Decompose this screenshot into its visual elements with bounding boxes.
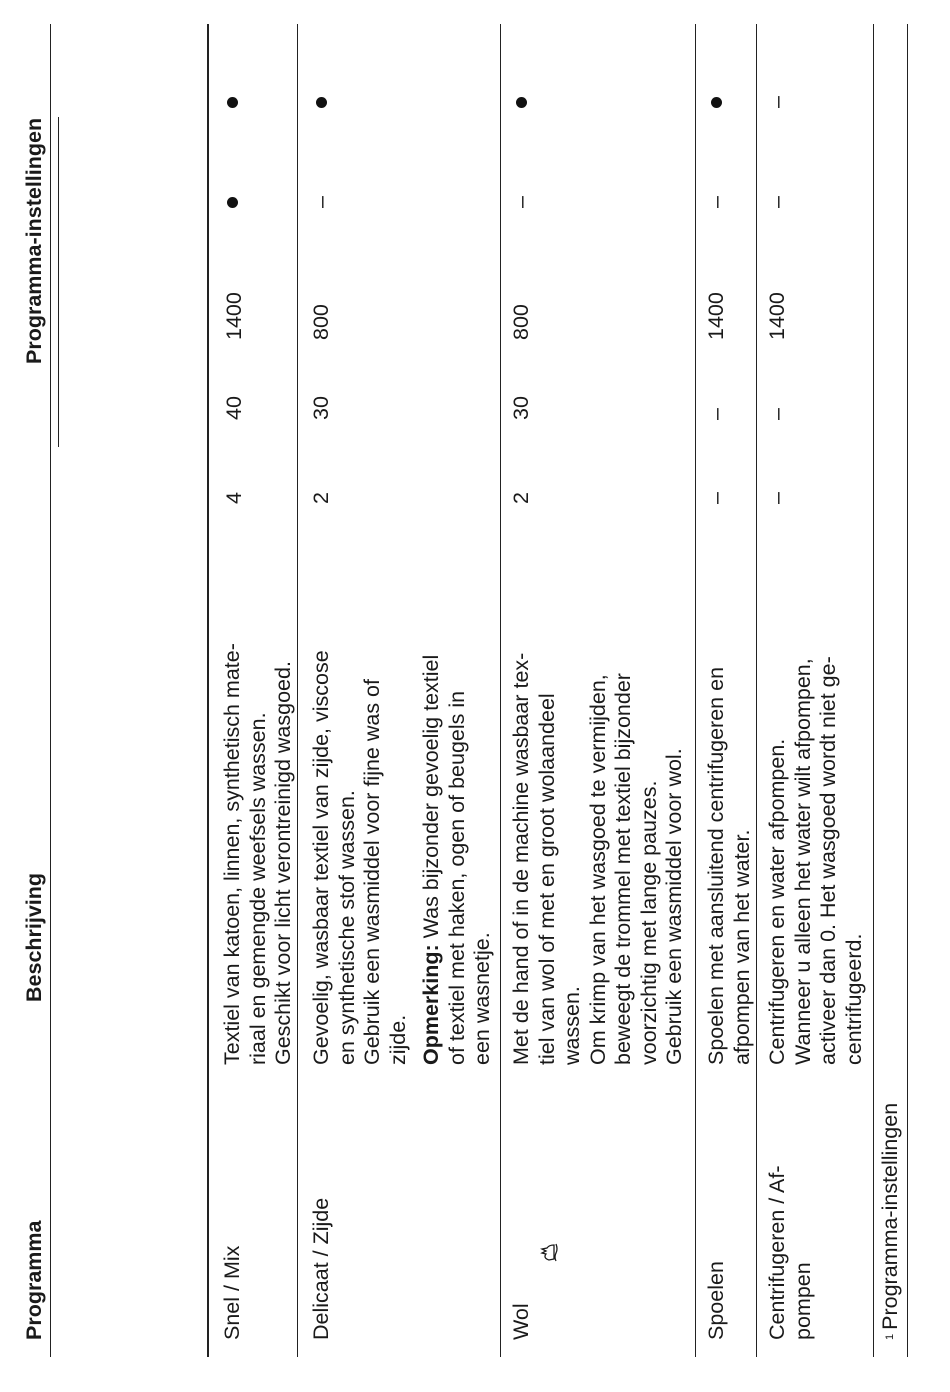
row-3-setting-2: 30 <box>509 396 533 420</box>
row-4-setting-5-dot <box>711 97 722 108</box>
row-1-programma: Snel / Mix <box>220 1245 244 1340</box>
note-label: Opmerking: <box>419 944 443 1065</box>
row-rule-4 <box>756 24 757 1357</box>
row-rule-1 <box>297 24 298 1357</box>
table-bottom-rule <box>873 24 874 1357</box>
row-4-desc-line: afpompen van het water. <box>729 829 754 1065</box>
row-1-desc-line: riaal en gemengde weefsels wassen. <box>245 712 270 1065</box>
row-3-desc-line: Om krimp van het wasgoed te vermijden, <box>585 674 610 1065</box>
row-2-note-line: een wasnetje. <box>470 932 494 1065</box>
row-3-desc-line: tiel van wol of met en groot wolaandeel <box>534 693 559 1065</box>
row-3-setting-1: 2 <box>509 492 533 504</box>
page-bottom-rule <box>907 24 908 1357</box>
row-5-desc-line: Centrifugeren en water afpompen. <box>765 738 789 1065</box>
row-2-desc-line: Gebruik een wasmiddel voor fijne was of <box>360 679 384 1065</box>
hand-wash-icon <box>513 1277 531 1297</box>
row-4-setting-1: – <box>704 492 728 504</box>
row-2-desc-line: en synthetische stof wassen. <box>334 790 359 1065</box>
settings-group-rule <box>58 117 59 447</box>
row-rule-2 <box>500 24 501 1357</box>
row-5-programma-line: pompen <box>790 1262 815 1340</box>
row-4-setting-2: – <box>704 408 728 420</box>
top-rule <box>50 24 51 1357</box>
row-2-setting-5-dot <box>316 97 327 108</box>
row-1-desc-line: Textiel van katoen, linnen, synthetisch mate- <box>220 643 244 1065</box>
footnote <box>878 1103 903 1340</box>
row-2-setting-3: 800 <box>309 304 333 340</box>
row-2-setting-4: – <box>309 196 333 208</box>
row-1-setting-4-dot <box>227 197 238 208</box>
row-5-description <box>765 656 867 1065</box>
row-5-setting-4: – <box>765 196 789 208</box>
row-5-desc-line: centrifugeerd. <box>841 933 866 1065</box>
row-1-setting-1: 4 <box>222 492 246 504</box>
header-beschrijving: Beschrijving <box>22 872 46 1002</box>
row-4-desc-line: Spoelen met aansluitend centrifugeren en <box>704 666 728 1065</box>
row-5-setting-2: – <box>765 408 789 420</box>
header-programma-instellingen: Programma-instellingen <box>22 117 46 364</box>
row-5-programma-line: Centrifugeren / Af- <box>765 1165 789 1340</box>
row-5-programma <box>765 1166 816 1340</box>
row-4-programma: Spoelen <box>704 1261 728 1340</box>
row-4-description <box>704 667 755 1065</box>
row-rule-3 <box>695 24 696 1357</box>
row-3-desc-line: Met de hand of in de machine wasbaar tex- <box>509 652 533 1065</box>
row-3-setting-3: 800 <box>509 304 533 340</box>
row-3-programma-label: Wol <box>509 1303 533 1340</box>
row-5-desc-line: activeer dan 0. Het wasgoed wordt niet ge- <box>816 656 840 1065</box>
row-1-setting-2: 40 <box>222 396 246 420</box>
note-text: Was bijzonder gevoelig textiel <box>419 654 443 945</box>
row-1-setting-5-dot <box>227 97 238 108</box>
row-2-setting-2: 30 <box>309 396 333 420</box>
row-2-description <box>309 650 496 1065</box>
row-3-setting-4: – <box>509 196 533 208</box>
footnote-marker: 1 <box>884 1333 896 1340</box>
row-1-desc-line: Geschikt voor licht verontreinigd wasgoed. <box>271 661 295 1065</box>
row-2-note-line <box>419 650 445 1065</box>
row-5-setting-3: 1400 <box>765 292 789 340</box>
row-2-programma: Delicaat / Zijde <box>309 1197 333 1340</box>
row-2-note-line: of textiel met haken, ogen of beugels in <box>444 690 469 1065</box>
footnote-text: Programma-instellingen <box>878 1102 902 1330</box>
row-3-desc-line: Gebruik een wasmiddel voor wol. <box>662 748 686 1065</box>
row-1-setting-3: 1400 <box>222 292 246 340</box>
row-3-setting-5-dot <box>516 97 527 108</box>
header-rule <box>207 24 209 1357</box>
row-3-desc-line: wassen. <box>560 986 584 1065</box>
row-3-desc-line: beweegt de trommel met textiel bijzonder <box>611 673 635 1065</box>
row-5-setting-1: – <box>765 492 789 504</box>
row-5-desc-line: Wanneer u alleen het water wilt afpompen, <box>790 658 815 1065</box>
row-1-description <box>220 643 297 1065</box>
row-4-setting-4: – <box>704 196 728 208</box>
row-2-desc-line: zijde. <box>385 1014 410 1065</box>
row-5-setting-5: – <box>765 96 789 108</box>
row-3-programma <box>509 1277 535 1340</box>
row-3-desc-line: voorzichtig met lange pauzes. <box>636 780 661 1065</box>
header-programma: Programma <box>22 1220 46 1340</box>
row-2-desc-line: Gevoelig, wasbaar textiel van zijde, viscose <box>309 650 333 1065</box>
row-3-description <box>509 653 688 1065</box>
row-2-setting-1: 2 <box>309 492 333 504</box>
row-4-setting-3: 1400 <box>704 292 728 340</box>
